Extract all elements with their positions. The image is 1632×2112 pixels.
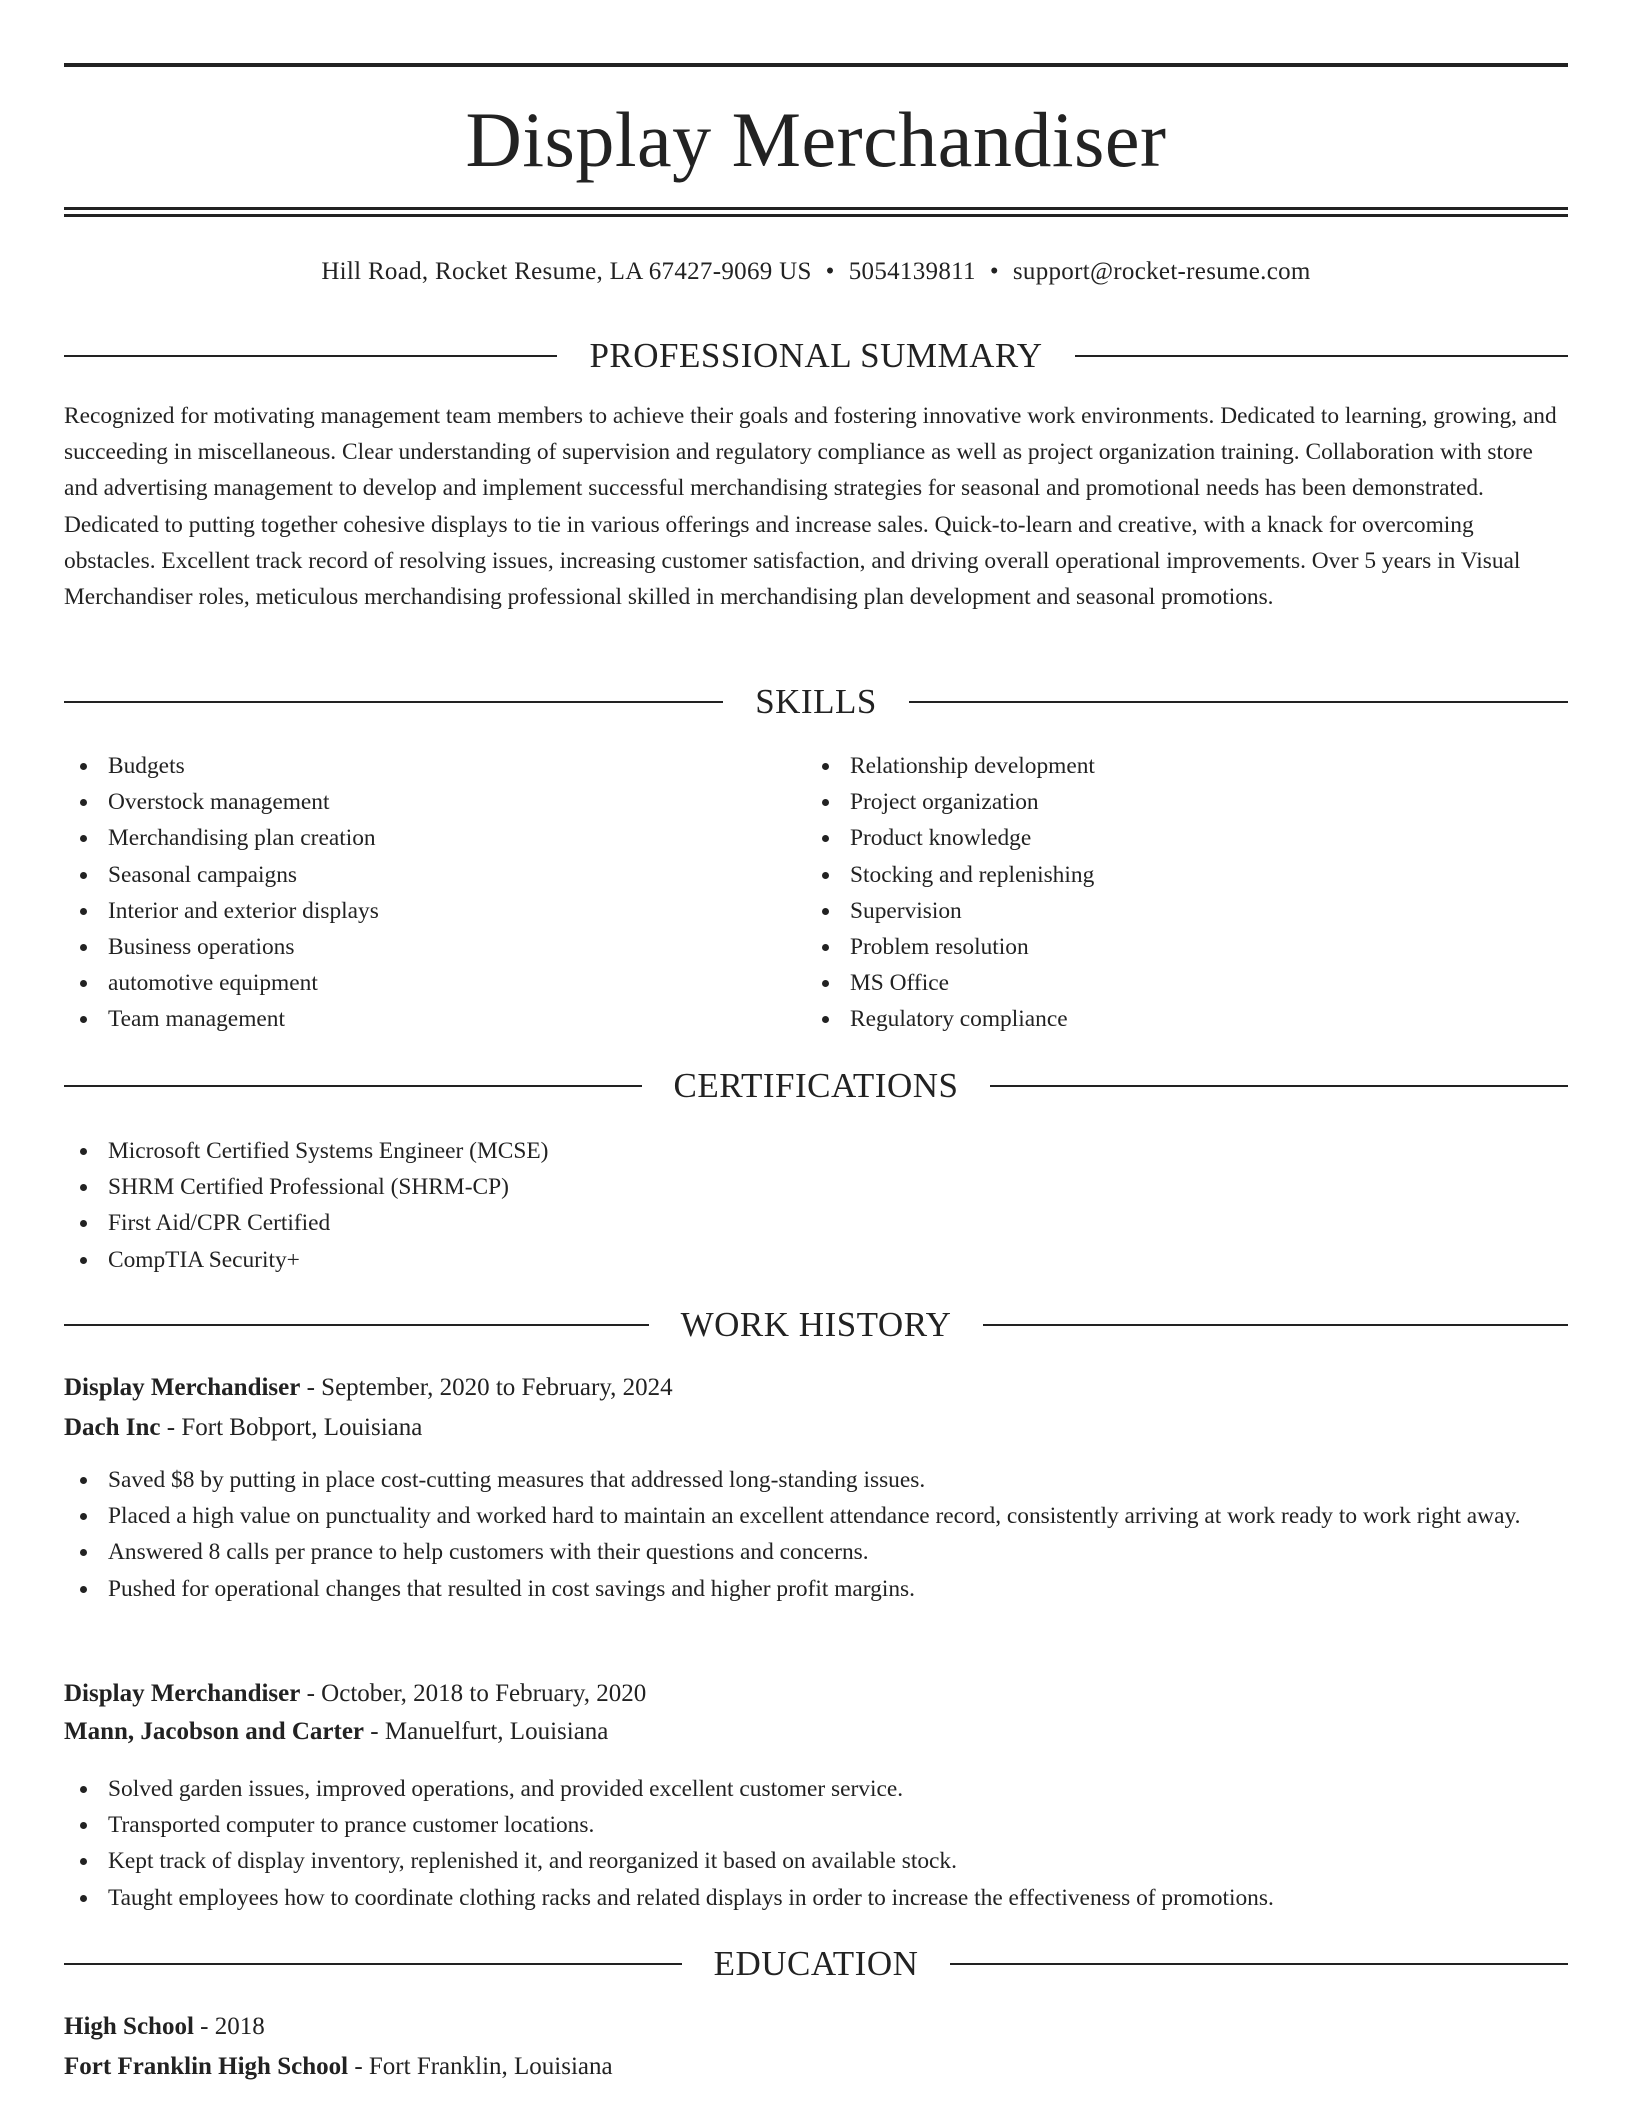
certification-item: CompTIA Security+ (64, 1242, 1568, 1278)
section-heading-education (64, 1941, 1568, 1987)
contact-line (64, 252, 1568, 292)
education-year: - 2018 (193, 2013, 265, 2040)
job-duty-item: Pushed for operational changes that resulted in cost savings and higher profit margins. (64, 1571, 1568, 1607)
job-duties-list (64, 1462, 1568, 1607)
skill-item: Team management (64, 1001, 804, 1037)
heading-rule (64, 701, 723, 703)
job-company: Dach Inc (64, 1414, 161, 1441)
education-school-line (64, 2047, 1568, 2087)
heading-rule (64, 355, 557, 357)
section-title: WORK HISTORY (680, 1305, 952, 1344)
section-title: SKILLS (755, 682, 877, 721)
heading-rule (64, 1085, 642, 1087)
job-duties-list (64, 1771, 1568, 1916)
job-dates: - September, 2020 to February, 2024 (300, 1374, 673, 1401)
job-company-line (64, 1712, 1568, 1752)
top-rule (64, 63, 1568, 67)
header-double-rule-upper (64, 207, 1568, 210)
job-duty-item: Saved $8 by putting in place cost-cutting measures that addressed long-standing issues. (64, 1462, 1568, 1498)
education-location: - Fort Franklin, Louisiana (348, 2053, 613, 2080)
section-heading-summary (64, 333, 1568, 379)
contact-separator: • (825, 258, 835, 285)
job-duty-item: Placed a high value on punctuality and worked hard to maintain an excellent attendance record, consistently arriving at work ready to work right away. (64, 1498, 1568, 1534)
skill-item: Interior and exterior displays (64, 893, 804, 929)
skill-item: Problem resolution (806, 929, 1546, 965)
header-double-rule-lower (64, 214, 1568, 217)
job-duty-item: Solved garden issues, improved operations, and provided excellent customer service. (64, 1771, 1568, 1807)
job-duty-item: Taught employees how to coordinate clothing racks and related displays in order to increase the effectiveness of promotions. (64, 1880, 1568, 1916)
resume-name: Display Merchandiser (465, 96, 1167, 183)
skill-item: Budgets (64, 748, 804, 784)
section-heading-certifications (64, 1063, 1568, 1109)
certifications-list (64, 1133, 1568, 1278)
certification-item: SHRM Certified Professional (SHRM-CP) (64, 1169, 1568, 1205)
education-degree: High School (64, 2013, 194, 2040)
section-title: EDUCATION (713, 1944, 919, 1983)
job-location: - Fort Bobport, Louisiana (160, 1414, 423, 1441)
section-title: CERTIFICATIONS (673, 1066, 959, 1105)
job-company: Mann, Jacobson and Carter (64, 1718, 365, 1745)
job-duty-item: Transported computer to prance customer locations. (64, 1807, 1568, 1843)
job-company-line (64, 1408, 1568, 1448)
heading-rule (64, 1963, 682, 1965)
education-degree-line (64, 2007, 1568, 2047)
education-school: Fort Franklin High School (64, 2053, 349, 2080)
skill-item: Business operations (64, 929, 804, 965)
skill-item: Overstock management (64, 784, 804, 820)
section-heading-skills (64, 679, 1568, 725)
summary-paragraph: Recognized for motivating management team members to achieve their goals and fostering innovative work environments. Dedicated to learning, growing, and succeeding in miscellaneous. Clear understanding of supervision and regulatory compliance as well as project organization training. Collaboration with store and advertising management to develop and implement successful merchandising strategies for seasonal and promotional needs has been demonstrated. Dedicated to putting together cohesive displays to tie in various offerings and increase sales. Quick-to-learn and creative, with a knack for overcoming obstacles. Excellent track record of resolving issues, increasing customer satisfaction, and driving overall operational improvements. Over 5 years in Visual Merchandiser roles, meticulous merchandising professional skilled in merchandising plan development and seasonal promotions. (64, 403, 1557, 611)
job-title-line (64, 1674, 1568, 1714)
job-duty-item: Kept track of display inventory, replenished it, and reorganized it based on available stock. (64, 1843, 1568, 1879)
section-heading-work-history (64, 1302, 1568, 1348)
contact-separator: • (989, 258, 999, 285)
certification-item: First Aid/CPR Certified (64, 1205, 1568, 1241)
section-title: PROFESSIONAL SUMMARY (589, 336, 1043, 375)
skill-item: Product knowledge (806, 820, 1546, 856)
contact-phone: 5054139811 (848, 258, 976, 285)
job-duty-item: Answered 8 calls per prance to help customers with their questions and concerns. (64, 1534, 1568, 1570)
heading-rule (983, 1324, 1568, 1326)
certification-item: Microsoft Certified Systems Engineer (MCSE) (64, 1133, 1568, 1169)
job-title: Display Merchandiser (64, 1374, 301, 1401)
skills-list-right (806, 748, 1546, 1038)
skill-item: Stocking and replenishing (806, 857, 1546, 893)
skill-item: Merchandising plan creation (64, 820, 804, 856)
heading-rule (1075, 355, 1568, 357)
job-dates: - October, 2018 to February, 2020 (300, 1680, 647, 1707)
contact-address: Hill Road, Rocket Resume, LA 67427-9069 US (321, 258, 812, 285)
job-title-line (64, 1368, 1568, 1408)
heading-rule (64, 1324, 649, 1326)
skill-item: Relationship development (806, 748, 1546, 784)
job-title: Display Merchandiser (64, 1680, 301, 1707)
skill-item: automotive equipment (64, 965, 804, 1001)
skills-list-left (64, 748, 804, 1038)
heading-rule (990, 1085, 1568, 1087)
heading-rule (909, 701, 1568, 703)
skill-item: Seasonal campaigns (64, 857, 804, 893)
job-location: - Manuelfurt, Louisiana (364, 1718, 609, 1745)
skill-item: MS Office (806, 965, 1546, 1001)
skill-item: Regulatory compliance (806, 1001, 1546, 1037)
contact-email[interactable]: support@rocket-resume.com (1012, 258, 1311, 285)
skill-item: Project organization (806, 784, 1546, 820)
heading-rule (950, 1963, 1568, 1965)
skill-item: Supervision (806, 893, 1546, 929)
